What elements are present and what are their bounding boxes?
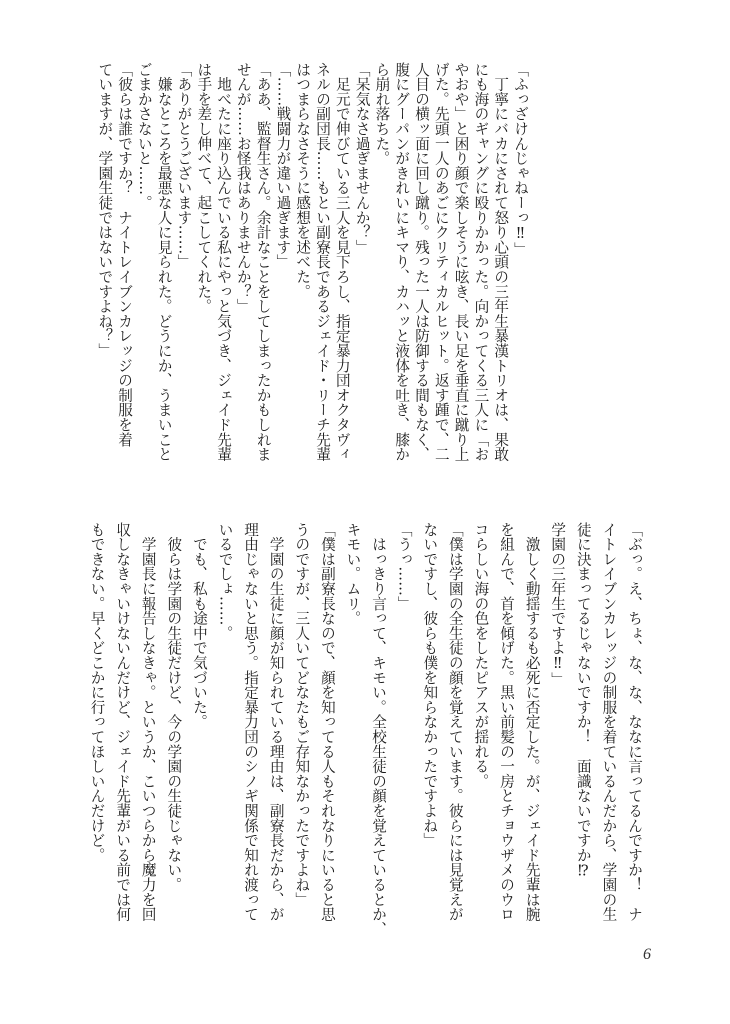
text-column: でも、私も途中で気づいた。 <box>190 522 208 730</box>
text-column: キモい。ムリ。 <box>344 522 362 626</box>
text-column: ていますが、学園生徒ではないですよね？」 <box>96 62 114 358</box>
text-column: 「僕は学園の全生徒の顔を覚えています。彼らには見覚えが <box>446 522 464 922</box>
text-column: 収しなきゃいけないんだけど、ジェイド先輩がいる前では何 <box>114 522 132 922</box>
text-column: ごまかさないと……。 <box>135 62 153 210</box>
text-column: を組んで、首を傾げた。黒い前髪の一房とチョウザメのウロ <box>498 522 516 922</box>
text-column: 彼らは学園の生徒だけど、今の学園の生徒じゃない。 <box>165 522 183 892</box>
text-column: 嫌なところを最悪な人に見られた。どうにか、うまいこと <box>155 62 173 462</box>
page-number: 6 <box>643 946 651 963</box>
text-column: にも海のギャングに殴りかかった。向かってくる三人に「お <box>472 62 490 462</box>
text-column: 腹にグーパンがきれいにキマり、カハッと液体を吐き、膝か <box>393 62 411 462</box>
text-column: もできない。早くどこかに行ってほしいんだけど。 <box>88 522 106 863</box>
text-column: ら崩れ落ちた。 <box>373 62 391 166</box>
text-column: 徒に決まってるじゃないですか！ 面識ないですか⁉ <box>574 522 592 880</box>
text-column: うのですが、三人いてどなたもご存知なかったですよね」 <box>293 522 311 907</box>
text-column: いるでしょ……。 <box>216 522 234 641</box>
text-column: 学園長に報告しなきゃ。というか、こいつらから魔力を回 <box>139 522 157 922</box>
text-column: 「ありがとうございます……」 <box>175 62 193 270</box>
text-column: 「ふっざけんじゃねーっ‼」 <box>512 62 529 257</box>
text-column: 学園の生徒に顔が知られている理由は、副寮長だから、が <box>267 522 285 922</box>
text-column: はつまらなさそうに感想を述べた。 <box>294 62 312 299</box>
text-column: 「ああ、監督生さん。余計なことをしてしまったかもしれま <box>254 62 272 462</box>
text-column: コらしい海の色をしたピアスが揺れる。 <box>472 522 490 789</box>
text-column: 「ぶっ。え、ちょ、な、な、ななに言ってるんですか！ ナ <box>626 522 643 922</box>
text-column: げた。先頭一人のあごにクリティカルヒット。返す踵で、二 <box>432 62 450 462</box>
text-column: 激しく動揺するも必死に否定した。が、ジェイド先輩は腕 <box>523 522 541 922</box>
text-column: 人目の横ッ面に回し蹴り。残った一人は防御する間もなく、 <box>413 62 431 462</box>
text-column: 「呆気なさ過ぎませんか？」 <box>353 62 371 255</box>
lower-text-block <box>84 522 647 936</box>
text-column: は手を差し伸べて、起こしてくれた。 <box>195 62 213 314</box>
text-column: 理由じゃないと思う。指定暴力団のシノギ関係で知れ渡って <box>242 522 260 922</box>
text-column: ネルの副団長……もとい副寮長であるジェイド・リーチ先輩 <box>314 62 332 462</box>
text-column: やおや」と困り顔で楽しそうに呟き、長い足を垂直に蹴り上 <box>452 62 470 462</box>
text-column: 足元で伸びている三人を見下ろし、指定暴力団オクタヴィ <box>333 62 351 462</box>
text-column: 「うっ……」 <box>395 522 413 611</box>
text-column: 「彼らは誰ですか？ ナイトレイブンカレッジの制服を着 <box>116 62 134 447</box>
text-column: 地べたに座り込んでいる私にやっと気づき、ジェイド先輩 <box>215 62 233 462</box>
text-column: 「……戦闘力が違い過ぎます」 <box>274 62 292 270</box>
text-column: 丁寧にバカにされて怒り心頭の三年生暴漢トリオは、果敢 <box>492 62 510 462</box>
text-column: 学園の三年生ですよ‼」 <box>549 522 567 688</box>
text-column: はっきり言って、キモい。全校生徒の顔を覚えているとか、 <box>370 522 388 937</box>
upper-text-block <box>94 62 530 462</box>
text-column: ないですし、彼らも僕を知らなかったですよね」 <box>421 522 439 848</box>
text-column: せんが……お怪我はありませんか？」 <box>234 62 252 314</box>
text-column: イトレイブンカレッジの制服を着ているんだから、学園の生 <box>600 522 618 922</box>
text-column: 「僕は副寮長なので、顔を知ってる人もそれなりにいると思 <box>318 522 336 922</box>
